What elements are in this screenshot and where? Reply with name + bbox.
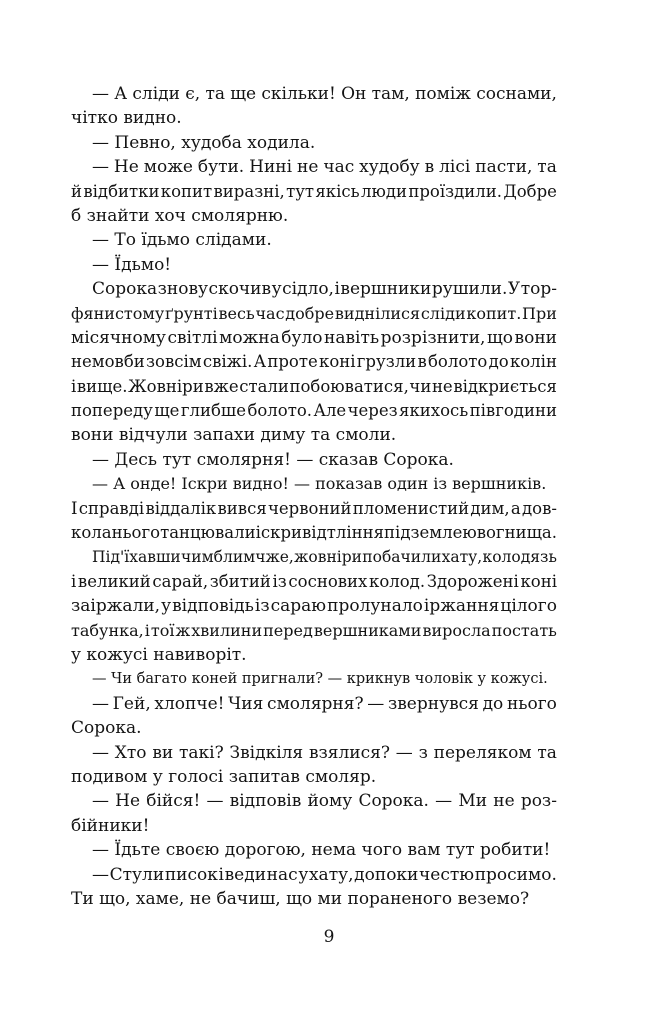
text-line: бійники! [71, 815, 150, 836]
text-line: вони відчули запахи диму та смоли. [71, 425, 397, 446]
text-line: кола нього танцювали іскри від тління під землею вогнища. [71, 523, 557, 543]
text-line: — Хто ви такі? Звідкіля взялися? — з переляком та [92, 742, 557, 763]
text-line: б знайти хоч смолярню. [71, 205, 289, 226]
text-line: заіржали, у відповідь із сараю пролунало іржання цілого [71, 596, 557, 617]
text-line: — То їдьмо слідами. [92, 230, 272, 251]
text-line: і великий сарай, збитий із соснових колод. Здорожені коні [71, 571, 557, 591]
text-line: — Гей, хлопче! Чия смолярня? — звернувся до нього [92, 693, 557, 714]
text-line: — Певно, худоба ходила. [92, 132, 316, 153]
text-line: — А онде! Іскри видно! — показав один із вершників. [92, 474, 547, 494]
text-line: Сорока. [71, 718, 142, 739]
text-line: і вище. Жовніри вже стали побоюватися, чи не відкриється [71, 376, 557, 396]
text-line: фянистому ґрунті весь час добре виднілися сліди копит. При [71, 303, 557, 323]
text-line: — Не може бути. Нині не час худобу в лісі пасти, та [92, 157, 557, 178]
text-line: чітко видно. [71, 108, 182, 129]
text-line: — Їдьмо! [92, 254, 172, 275]
text-line: табунка, і тої ж хвилини перед вершниками виросла постать [71, 620, 557, 640]
text-line: Сорока знову скочив у сідло, і вершники рушили. У тор- [92, 279, 557, 300]
text-line: — Не бійся! — відповів йому Сорока. — Ми не роз- [92, 791, 557, 812]
text-line: попереду ще глибше болото. Але через якихось півгодини [71, 401, 557, 421]
text-line: подивом у голосі запитав смоляр. [71, 766, 377, 787]
text-line: місячному світлі можна було навіть розрізнити, що вони [71, 327, 557, 348]
text-line: І справді віддалік вився червоний пломенистий дим, а дов- [71, 498, 557, 518]
text-line: немовби зовсім свіжі. А проте коні грузли в болото до колін [71, 352, 557, 372]
text-line: Ти що, хаме, не бачиш, що ми пораненого веземо? [71, 888, 530, 909]
text-line: Під'їхавши чимблимчже, жовніри побачили хату, колодязь [92, 548, 557, 567]
text-line: у кожусі навиворіт. [71, 644, 247, 665]
book-page-text [71, 82, 557, 911]
text-line: — А сліди є, та ще скільки! Он там, поміж соснами, [92, 84, 557, 104]
text-line: — Чи багато коней пригнали? — крикнув чоловік у кожусі. [92, 671, 548, 688]
text-line: й відбитки копит виразні, тут якісь люди проїздили. Добре [71, 181, 557, 201]
text-line: — Їдьте своєю дорогою, нема чого вам тут робити! [92, 840, 551, 861]
page-number: 9 [323, 927, 335, 947]
text-line: — Десь тут смолярня! — сказав Сорока. [92, 449, 454, 470]
text-line: — Стули писок і веди нас у хату, допоки честю просимо. [92, 864, 557, 885]
